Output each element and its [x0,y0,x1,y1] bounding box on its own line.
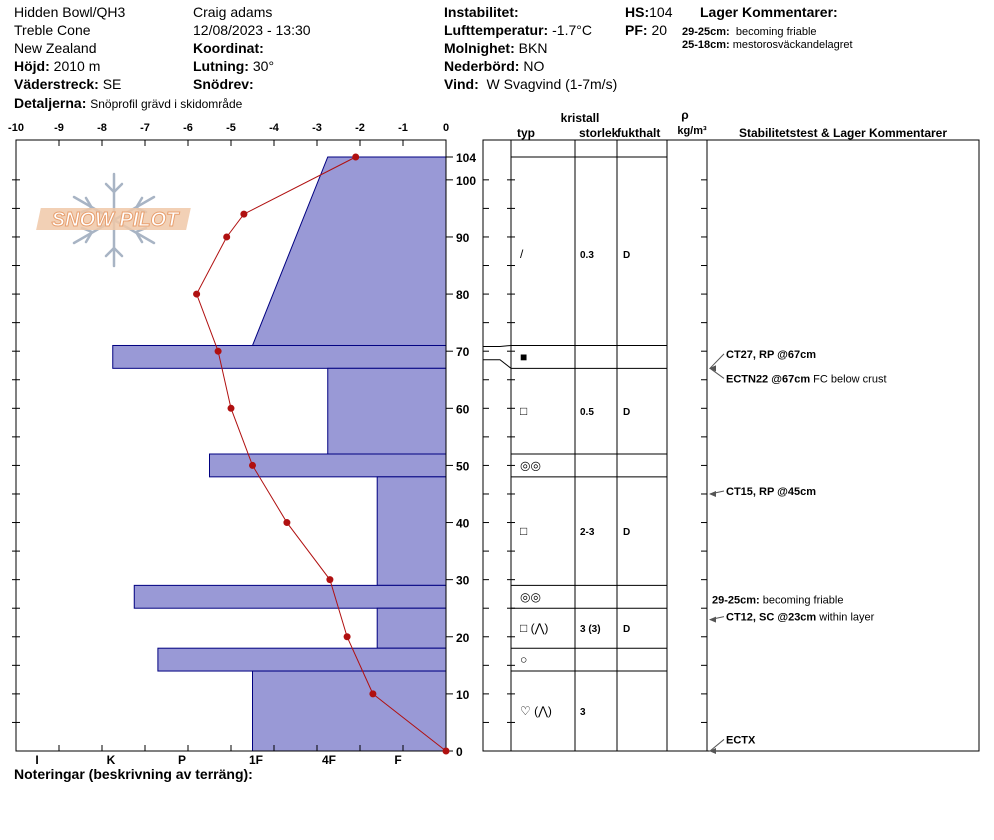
layer-connector [483,345,511,346]
grain-size: 0.3 [580,250,594,262]
table-border [483,140,979,751]
grain-size: 2-3 [580,527,595,539]
header-stability: Stabilitetstest & Lager Kommentarer [738,126,948,140]
test-arrowhead [709,491,716,497]
stability-test [712,595,843,607]
layer-comment-text: becoming friable [735,26,817,38]
precip-label: Nederbörd: [444,58,520,74]
wind-label: Vind: [444,76,479,92]
y-tick-label: 104 [456,151,477,165]
test-arrow [710,368,724,378]
wind-value: W Svagvind (1-7m/s) [486,76,618,92]
layer-table [483,108,979,751]
temperature-point [326,576,333,583]
y-tick-label: 90 [456,230,470,245]
hardness-label: 1F [248,753,264,767]
hardness-bar [377,477,446,586]
grain-type: ♡ (⋀) [520,704,552,719]
grain-type: ■ [520,349,528,364]
test-arrow [710,739,724,751]
test-label: ECTN22 @67cm [726,373,811,386]
y-tick-label: 60 [456,402,470,417]
temperature-point [223,233,230,240]
temperature-point [215,348,222,355]
stability-test [726,612,875,624]
x-tick-label: -1 [398,122,408,134]
y-tick-label: 100 [456,173,477,188]
pf-label: PF: [625,22,648,38]
hardness-label: P [177,753,187,767]
temperature-point [352,154,359,161]
elevation-value: 2010 m [53,58,101,74]
datetime: 12/08/2023 - 13:30 [193,22,311,38]
air-temp-value: -1.7°C [552,22,592,38]
stability-test [726,734,756,746]
hardness-bar [377,608,446,648]
drift-label: Snödrev: [193,76,254,92]
hardness-layers [113,157,446,751]
y-tick-label: 0 [456,745,463,759]
aspect-value: SE [102,76,122,92]
test-note: becoming friable [759,594,844,607]
hardness-bar [253,671,447,751]
temperature-point [443,748,450,755]
aspect-label: Väderstreck: [14,76,99,92]
stability-test [726,373,887,385]
stability-test [726,349,816,361]
hardness-bar [158,648,446,671]
temperature-point [369,690,376,697]
x-tick-label: -7 [140,122,150,134]
hardness-bar [134,585,446,608]
elevation-label: Höjd: [14,58,50,74]
sky-label: Molnighet: [444,40,515,56]
y-tick-label: 20 [456,630,470,645]
sky-value: BKN [518,40,548,56]
header-crystal: kristall [560,111,600,125]
hardness-bar [113,345,446,368]
footer-notes: Noteringar (beskrivning av terräng): [14,766,253,782]
grain-size: 3 (3) [580,624,601,636]
temperature-point [283,519,290,526]
hs-label: HS: [625,4,650,20]
x-tick-label: -2 [355,122,365,134]
y-tick-label: 70 [456,345,470,360]
grain-type: □ (⋀) [520,621,549,636]
header-moisture: fukthalt [617,126,661,140]
temperature-point [240,211,247,218]
air-temp-label: Lufttemperatur: [444,22,549,38]
layer-comments-title: Lager Kommentarer: [700,4,838,20]
slope-value: 30° [252,58,275,74]
grain-size: 3 [580,707,586,719]
slope-label: Lutning: [193,58,249,74]
y-tick-label: 50 [456,459,470,474]
x-tick-label: -6 [183,122,193,134]
x-tick-label: -9 [54,122,64,134]
test-arrow [710,354,724,368]
y-tick-label: 80 [456,288,470,303]
layer-comment-depth: 25-18cm: [682,39,730,51]
instability-label: Instabilitet: [444,4,519,20]
details-label: Detaljerna: [14,95,87,111]
hardness-label: I [35,753,39,767]
pf-value: 20 [651,22,668,38]
y-tick-label: 40 [456,516,470,531]
snowpilot-logo [36,174,191,266]
x-tick-label: -3 [312,122,322,134]
temperature-point [193,291,200,298]
test-label: CT12, SC @23cm [726,611,817,624]
temperature-point [249,462,256,469]
hardness-label: 4F [321,753,337,767]
stability-test [726,486,816,498]
layer-comment-depth: 29-25cm: [682,26,730,38]
hardness-label: K [106,753,116,767]
details-value: Snöprofil grävd i skidområde [90,97,243,111]
grain-type: ◎◎ [520,589,541,604]
moisture: D [623,407,631,419]
grain-type: ◎◎ [520,458,541,473]
test-arrowhead [709,617,716,623]
moisture: D [623,250,631,262]
header-rho: ρ [681,108,689,122]
layer-comment-text: mestorosväckandelagret [732,39,853,51]
logo-text: SNOW PILOT [51,209,179,231]
moisture: D [623,624,631,636]
test-label: CT15, RP @45cm [726,485,817,498]
hardness-label: F [394,753,402,767]
stability-tests [709,349,887,754]
hardness-bar [210,454,447,477]
hardness-bar [328,368,446,454]
x-tick-label: -8 [97,122,107,134]
temperature-point [228,405,235,412]
y-tick-label: 10 [456,687,470,702]
x-tick-label: -5 [226,122,236,134]
test-note: FC below crust [810,373,887,386]
grain-type: □ [520,404,528,419]
test-label: 29-25cm: [712,594,760,607]
grain-size: 0.5 [580,407,594,419]
area-name: Treble Cone [14,22,91,38]
test-label: ECTX [726,734,756,747]
layer-connector [483,360,511,369]
grain-type: ○ [520,652,528,667]
x-tick-label: 0 [442,122,450,134]
header-size: storlek [579,126,619,140]
country-name: New Zealand [14,40,97,56]
precip-value: NO [523,58,545,74]
location-name: Hidden Bowl/QH3 [14,4,126,20]
hs-value: 104 [649,4,673,20]
header-density-unit: kg/m³ [677,125,707,137]
temperature-point [344,633,351,640]
x-tick-label: -4 [269,122,279,134]
observer: Craig adams [193,4,273,20]
grain-type: / [520,247,524,262]
y-tick-label: 30 [456,573,470,588]
header-type: typ [517,126,535,140]
grain-type: □ [520,524,528,539]
coord-label: Koordinat: [193,40,264,56]
test-label: CT27, RP @67cm [726,348,817,361]
moisture: D [623,527,631,539]
hardness-bar [253,157,447,345]
x-tick-label: -10 [8,122,24,134]
test-note: within layer [816,611,875,624]
